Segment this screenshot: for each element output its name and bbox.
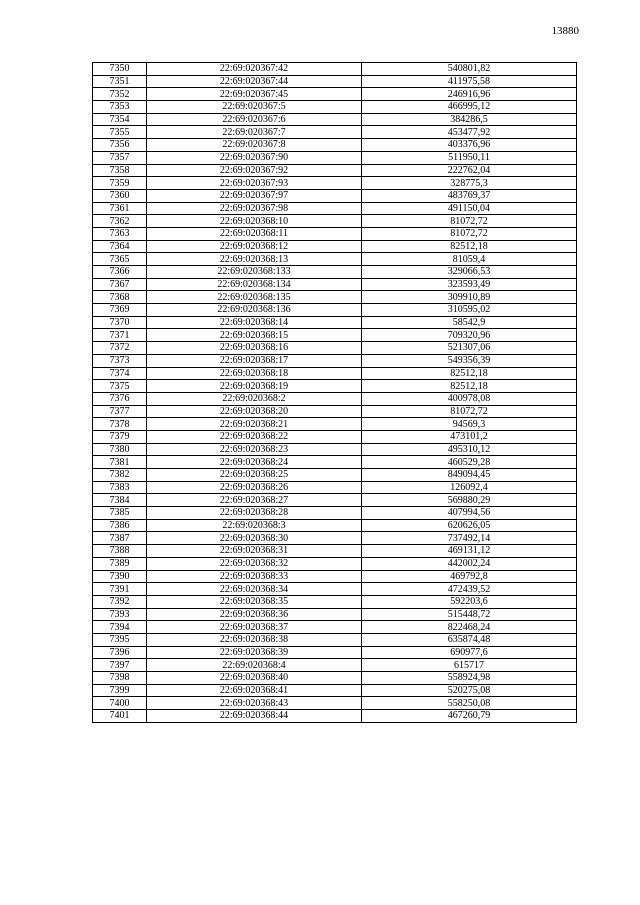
row-number-cell: 7382 xyxy=(93,469,147,482)
row-number-cell: 7362 xyxy=(93,215,147,228)
table-row xyxy=(93,316,577,329)
row-number-cell: 7351 xyxy=(93,75,147,88)
row-number-cell: 7394 xyxy=(93,621,147,634)
value-cell: 81072,72 xyxy=(362,215,577,228)
row-number-cell: 7387 xyxy=(93,532,147,545)
cadastral-number-cell: 22:69:020367:98 xyxy=(147,202,362,215)
cadastral-number-cell: 22:69:020368:40 xyxy=(147,672,362,685)
table-row xyxy=(93,126,577,139)
table-row xyxy=(93,443,577,456)
table-row xyxy=(93,583,577,596)
row-number-cell: 7401 xyxy=(93,710,147,723)
cadastral-number-cell: 22:69:020368:3 xyxy=(147,519,362,532)
row-number-cell: 7395 xyxy=(93,633,147,646)
row-number-cell: 7365 xyxy=(93,253,147,266)
row-number-cell: 7379 xyxy=(93,430,147,443)
value-cell: 323593,49 xyxy=(362,278,577,291)
table-row xyxy=(93,113,577,126)
value-cell: 511950,11 xyxy=(362,151,577,164)
value-cell: 442002,24 xyxy=(362,557,577,570)
cadastral-number-cell: 22:69:020367:90 xyxy=(147,151,362,164)
row-number-cell: 7361 xyxy=(93,202,147,215)
value-cell: 403376,96 xyxy=(362,139,577,152)
table-row xyxy=(93,469,577,482)
row-number-cell: 7350 xyxy=(93,63,147,76)
table-row xyxy=(93,595,577,608)
row-number-cell: 7396 xyxy=(93,646,147,659)
cadastral-number-cell: 22:69:020368:11 xyxy=(147,227,362,240)
cadastral-number-cell: 22:69:020368:133 xyxy=(147,266,362,279)
row-number-cell: 7374 xyxy=(93,367,147,380)
value-cell: 466995,12 xyxy=(362,101,577,114)
cadastral-number-cell: 22:69:020368:10 xyxy=(147,215,362,228)
row-number-cell: 7354 xyxy=(93,113,147,126)
cadastral-number-cell: 22:69:020367:6 xyxy=(147,113,362,126)
table-row xyxy=(93,392,577,405)
value-cell: 483769,37 xyxy=(362,189,577,202)
table-row xyxy=(93,304,577,317)
cadastral-number-cell: 22:69:020368:19 xyxy=(147,380,362,393)
table-row xyxy=(93,342,577,355)
table-row xyxy=(93,367,577,380)
value-cell: 222762,04 xyxy=(362,164,577,177)
value-cell: 81072,72 xyxy=(362,405,577,418)
value-cell: 558250,08 xyxy=(362,697,577,710)
value-cell: 469131,12 xyxy=(362,545,577,558)
cadastral-number-cell: 22:69:020368:16 xyxy=(147,342,362,355)
table-row xyxy=(93,570,577,583)
cadastral-number-cell: 22:69:020368:15 xyxy=(147,329,362,342)
cadastral-number-cell: 22:69:020368:32 xyxy=(147,557,362,570)
cadastral-number-cell: 22:69:020368:136 xyxy=(147,304,362,317)
table-row xyxy=(93,139,577,152)
cadastral-number-cell: 22:69:020367:8 xyxy=(147,139,362,152)
row-number-cell: 7366 xyxy=(93,266,147,279)
value-cell: 549356,39 xyxy=(362,354,577,367)
table-row xyxy=(93,418,577,431)
cadastral-number-cell: 22:69:020368:135 xyxy=(147,291,362,304)
row-number-cell: 7355 xyxy=(93,126,147,139)
cadastral-number-cell: 22:69:020368:22 xyxy=(147,430,362,443)
value-cell: 384286,5 xyxy=(362,113,577,126)
value-cell: 822468,24 xyxy=(362,621,577,634)
cadastral-number-cell: 22:69:020368:34 xyxy=(147,583,362,596)
row-number-cell: 7385 xyxy=(93,507,147,520)
value-cell: 469792,8 xyxy=(362,570,577,583)
row-number-cell: 7397 xyxy=(93,659,147,672)
row-number-cell: 7389 xyxy=(93,557,147,570)
cadastral-number-cell: 22:69:020368:36 xyxy=(147,608,362,621)
value-cell: 328775,3 xyxy=(362,177,577,190)
value-cell: 460529,28 xyxy=(362,456,577,469)
cadastral-number-cell: 22:69:020368:14 xyxy=(147,316,362,329)
row-number-cell: 7368 xyxy=(93,291,147,304)
value-cell: 82512,18 xyxy=(362,240,577,253)
value-cell: 495310,12 xyxy=(362,443,577,456)
cadastral-number-cell: 22:69:020367:92 xyxy=(147,164,362,177)
table-row xyxy=(93,672,577,685)
value-cell: 709320,96 xyxy=(362,329,577,342)
table-row xyxy=(93,177,577,190)
value-cell: 467260,79 xyxy=(362,710,577,723)
table-row xyxy=(93,456,577,469)
row-number-cell: 7372 xyxy=(93,342,147,355)
value-cell: 411975,58 xyxy=(362,75,577,88)
table-row xyxy=(93,608,577,621)
value-cell: 126092,4 xyxy=(362,481,577,494)
cadastral-number-cell: 22:69:020368:44 xyxy=(147,710,362,723)
table-row xyxy=(93,507,577,520)
row-number-cell: 7377 xyxy=(93,405,147,418)
row-number-cell: 7375 xyxy=(93,380,147,393)
row-number-cell: 7359 xyxy=(93,177,147,190)
cadastral-number-cell: 22:69:020368:23 xyxy=(147,443,362,456)
value-cell: 81072,72 xyxy=(362,227,577,240)
table-row xyxy=(93,633,577,646)
value-cell: 473101,2 xyxy=(362,430,577,443)
page-number: 13880 xyxy=(551,25,579,37)
cadastral-number-cell: 22:69:020368:25 xyxy=(147,469,362,482)
table-row xyxy=(93,494,577,507)
cadastral-number-cell: 22:69:020368:43 xyxy=(147,697,362,710)
row-number-cell: 7367 xyxy=(93,278,147,291)
cadastral-number-cell: 22:69:020367:7 xyxy=(147,126,362,139)
table-row xyxy=(93,519,577,532)
table-row xyxy=(93,481,577,494)
table-row xyxy=(93,266,577,279)
cadastral-number-cell: 22:69:020368:24 xyxy=(147,456,362,469)
cadastral-number-cell: 22:69:020368:30 xyxy=(147,532,362,545)
value-cell: 491150,04 xyxy=(362,202,577,215)
row-number-cell: 7400 xyxy=(93,697,147,710)
value-cell: 592203,6 xyxy=(362,595,577,608)
value-cell: 521307,06 xyxy=(362,342,577,355)
cadastral-number-cell: 22:69:020367:97 xyxy=(147,189,362,202)
cadastral-number-cell: 22:69:020368:33 xyxy=(147,570,362,583)
cadastral-number-cell: 22:69:020368:35 xyxy=(147,595,362,608)
value-cell: 329066,53 xyxy=(362,266,577,279)
cadastral-number-cell: 22:69:020368:26 xyxy=(147,481,362,494)
value-cell: 737492,14 xyxy=(362,532,577,545)
value-cell: 615717 xyxy=(362,659,577,672)
value-cell: 310595,02 xyxy=(362,304,577,317)
cadastral-number-cell: 22:69:020368:17 xyxy=(147,354,362,367)
row-number-cell: 7369 xyxy=(93,304,147,317)
table-row xyxy=(93,88,577,101)
table-row xyxy=(93,697,577,710)
row-number-cell: 7358 xyxy=(93,164,147,177)
table-row xyxy=(93,278,577,291)
value-cell: 849094,45 xyxy=(362,469,577,482)
cadastral-number-cell: 22:69:020368:20 xyxy=(147,405,362,418)
table-row xyxy=(93,557,577,570)
value-cell: 400978,08 xyxy=(362,392,577,405)
row-number-cell: 7383 xyxy=(93,481,147,494)
cadastral-number-cell: 22:69:020368:4 xyxy=(147,659,362,672)
cadastral-number-cell: 22:69:020368:41 xyxy=(147,684,362,697)
cadastral-value-table xyxy=(92,62,577,723)
value-cell: 558924,98 xyxy=(362,672,577,685)
cadastral-number-cell: 22:69:020368:38 xyxy=(147,633,362,646)
table-row xyxy=(93,164,577,177)
table-row xyxy=(93,545,577,558)
value-cell: 520275,08 xyxy=(362,684,577,697)
table-row xyxy=(93,329,577,342)
row-number-cell: 7380 xyxy=(93,443,147,456)
row-number-cell: 7373 xyxy=(93,354,147,367)
table-row xyxy=(93,430,577,443)
cadastral-number-cell: 22:69:020367:44 xyxy=(147,75,362,88)
table-row xyxy=(93,253,577,266)
cadastral-number-cell: 22:69:020368:28 xyxy=(147,507,362,520)
cadastral-number-cell: 22:69:020367:45 xyxy=(147,88,362,101)
row-number-cell: 7357 xyxy=(93,151,147,164)
table-row xyxy=(93,646,577,659)
value-cell: 635874,48 xyxy=(362,633,577,646)
value-cell: 540801,82 xyxy=(362,63,577,76)
cadastral-number-cell: 22:69:020368:37 xyxy=(147,621,362,634)
value-cell: 81059,4 xyxy=(362,253,577,266)
row-number-cell: 7391 xyxy=(93,583,147,596)
row-number-cell: 7399 xyxy=(93,684,147,697)
row-number-cell: 7381 xyxy=(93,456,147,469)
row-number-cell: 7392 xyxy=(93,595,147,608)
value-cell: 82512,18 xyxy=(362,380,577,393)
table-row xyxy=(93,710,577,723)
row-number-cell: 7370 xyxy=(93,316,147,329)
value-cell: 569880,29 xyxy=(362,494,577,507)
row-number-cell: 7386 xyxy=(93,519,147,532)
cadastral-number-cell: 22:69:020368:39 xyxy=(147,646,362,659)
cadastral-number-cell: 22:69:020368:134 xyxy=(147,278,362,291)
table-body xyxy=(93,63,577,723)
table-row xyxy=(93,151,577,164)
value-cell: 407994,56 xyxy=(362,507,577,520)
value-cell: 246916,96 xyxy=(362,88,577,101)
row-number-cell: 7378 xyxy=(93,418,147,431)
cadastral-number-cell: 22:69:020368:13 xyxy=(147,253,362,266)
value-cell: 472439,52 xyxy=(362,583,577,596)
table-row xyxy=(93,227,577,240)
row-number-cell: 7371 xyxy=(93,329,147,342)
table-row xyxy=(93,189,577,202)
table-row xyxy=(93,684,577,697)
cadastral-number-cell: 22:69:020368:21 xyxy=(147,418,362,431)
value-cell: 82512,18 xyxy=(362,367,577,380)
row-number-cell: 7360 xyxy=(93,189,147,202)
row-number-cell: 7352 xyxy=(93,88,147,101)
cadastral-number-cell: 22:69:020368:18 xyxy=(147,367,362,380)
cadastral-number-cell: 22:69:020368:31 xyxy=(147,545,362,558)
row-number-cell: 7363 xyxy=(93,227,147,240)
cadastral-number-cell: 22:69:020368:12 xyxy=(147,240,362,253)
value-cell: 309910,89 xyxy=(362,291,577,304)
row-number-cell: 7398 xyxy=(93,672,147,685)
table-row xyxy=(93,621,577,634)
value-cell: 690977,6 xyxy=(362,646,577,659)
table-row xyxy=(93,532,577,545)
cadastral-number-cell: 22:69:020367:5 xyxy=(147,101,362,114)
cadastral-number-cell: 22:69:020368:27 xyxy=(147,494,362,507)
row-number-cell: 7353 xyxy=(93,101,147,114)
row-number-cell: 7356 xyxy=(93,139,147,152)
row-number-cell: 7390 xyxy=(93,570,147,583)
row-number-cell: 7393 xyxy=(93,608,147,621)
row-number-cell: 7376 xyxy=(93,392,147,405)
table-row xyxy=(93,240,577,253)
table-row xyxy=(93,380,577,393)
cadastral-number-cell: 22:69:020368:2 xyxy=(147,392,362,405)
table-row xyxy=(93,63,577,76)
value-cell: 620626,05 xyxy=(362,519,577,532)
row-number-cell: 7384 xyxy=(93,494,147,507)
row-number-cell: 7388 xyxy=(93,545,147,558)
value-cell: 58542,9 xyxy=(362,316,577,329)
table-row xyxy=(93,215,577,228)
table-row xyxy=(93,202,577,215)
table-row xyxy=(93,291,577,304)
value-cell: 94569,3 xyxy=(362,418,577,431)
row-number-cell: 7364 xyxy=(93,240,147,253)
cadastral-number-cell: 22:69:020367:42 xyxy=(147,63,362,76)
table-row xyxy=(93,354,577,367)
table-row xyxy=(93,405,577,418)
cadastral-number-cell: 22:69:020367:93 xyxy=(147,177,362,190)
value-cell: 453477,92 xyxy=(362,126,577,139)
value-cell: 515448,72 xyxy=(362,608,577,621)
table-row xyxy=(93,659,577,672)
table-row xyxy=(93,75,577,88)
table-row xyxy=(93,101,577,114)
